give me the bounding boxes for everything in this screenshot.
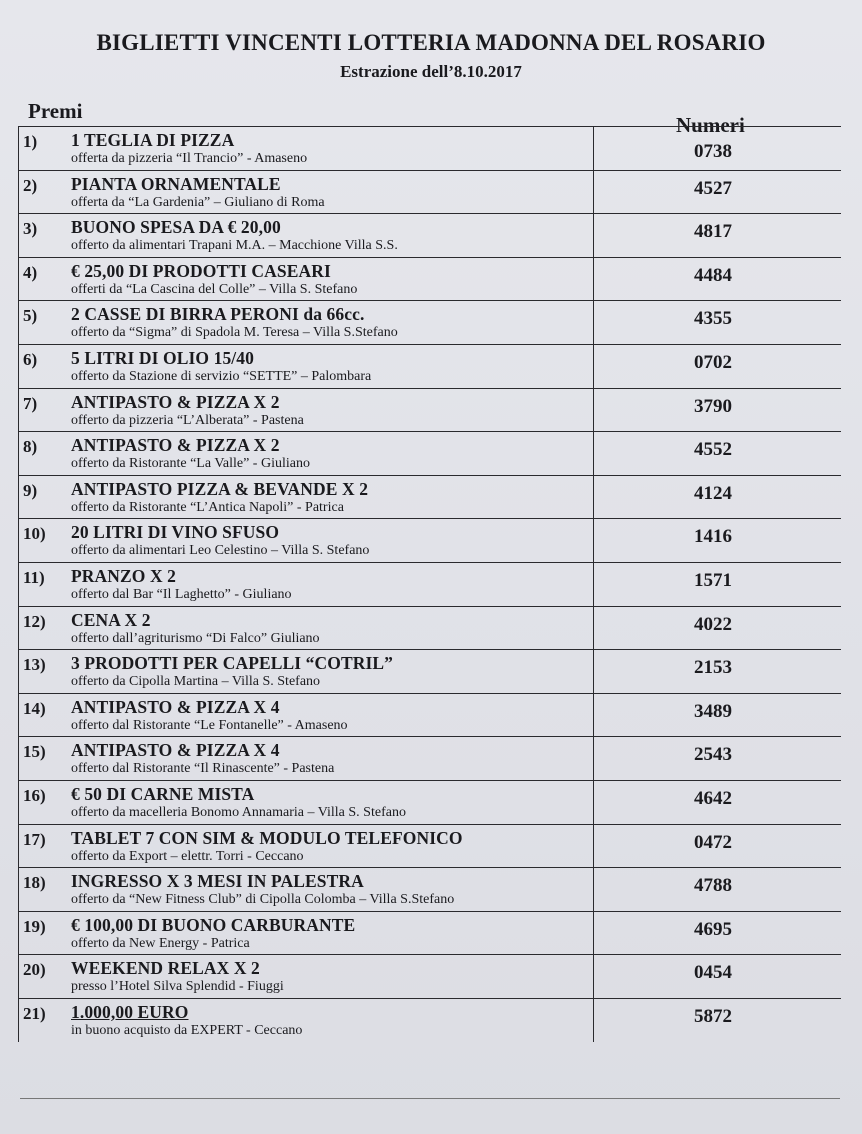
winning-number: 4124 xyxy=(694,482,732,504)
prize-title: 1.000,00 EURO xyxy=(71,1001,189,1022)
prize-donor: offerto dal Ristorante “Il Rinascente” - Pastena xyxy=(71,761,335,777)
prize-donor: offerto da pizzeria “L’Alberata” - Pastena xyxy=(71,412,304,428)
table-row xyxy=(18,868,841,912)
row-index: 10) xyxy=(23,524,46,544)
row-index: 7) xyxy=(23,393,38,413)
table-row xyxy=(18,999,841,1043)
prize-title: WEEKEND RELAX X 2 xyxy=(71,958,260,979)
winning-number: 0472 xyxy=(694,831,732,853)
row-index: 4) xyxy=(23,262,38,282)
prize-donor: offerta da pizzeria “Il Trancio” - Amaseno xyxy=(71,151,308,166)
prize-donor: offerto da “Sigma” di Spadola M. Teresa – Villa S.Stefano xyxy=(71,325,398,341)
prize-donor: offerto da Export – elettr. Torri - Ceccano xyxy=(71,848,304,864)
table-row xyxy=(18,345,841,389)
prize-title: € 50 DI CARNE MISTA xyxy=(71,783,255,804)
prize-title: € 25,00 DI PRODOTTI CASEARI xyxy=(71,260,331,281)
winning-number: 0738 xyxy=(694,141,732,162)
winning-number: 0454 xyxy=(694,962,732,984)
prize-donor: offerto da Stazione di servizio “SETTE” – Palombara xyxy=(71,368,372,384)
winning-number: 1571 xyxy=(694,569,732,591)
prize-donor: offerto da “New Fitness Club” di Cipolla Colomba – Villa S.Stefano xyxy=(71,892,455,908)
prize-title: TABLET 7 CON SIM & MODULO TELEFONICO xyxy=(71,827,463,848)
row-index: 16) xyxy=(23,785,46,805)
prize-title: 20 LITRI DI VINO SFUSO xyxy=(71,522,280,543)
row-index: 20) xyxy=(23,960,46,980)
table-row xyxy=(18,825,841,869)
prize-donor: offerto dal Bar “Il Laghetto” - Giuliano xyxy=(71,586,292,602)
winning-number: 4484 xyxy=(694,264,732,286)
prize-title: BUONO SPESA DA € 20,00 xyxy=(71,217,281,238)
numbers-column-header: Numeri xyxy=(676,113,745,137)
prize-title: 5 LITRI DI OLIO 15/40 xyxy=(71,347,254,368)
row-index: 6) xyxy=(23,349,38,369)
prize-title: ANTIPASTO & PIZZA X 2 xyxy=(71,435,280,456)
prize-title: ANTIPASTO & PIZZA X 2 xyxy=(71,391,280,412)
row-index: 8) xyxy=(23,437,38,457)
prize-donor: offerto dal Ristorante “Le Fontanelle” - Amaseno xyxy=(71,717,348,733)
row-index: 1) xyxy=(23,132,38,151)
winning-number: 4527 xyxy=(694,177,732,199)
prize-title: PRANZO X 2 xyxy=(71,565,177,586)
winning-number: 5872 xyxy=(694,1005,732,1027)
winning-number: 4695 xyxy=(694,918,732,940)
prize-donor: offerta da “La Gardenia” – Giuliano di Roma xyxy=(71,194,325,210)
prize-donor: offerto da alimentari Trapani M.A. – Macchione Villa S.S. xyxy=(71,238,398,254)
prize-title: INGRESSO X 3 MESI IN PALESTRA xyxy=(71,871,364,892)
winning-number: 4022 xyxy=(694,613,732,635)
page-title: BIGLIETTI VINCENTI LOTTERIA MADONNA DEL ROSARIO xyxy=(96,30,766,55)
row-index: 5) xyxy=(23,306,38,326)
row-index: 21) xyxy=(23,1003,46,1023)
prize-title: 2 CASSE DI BIRRA PERONI da 66cc. xyxy=(71,304,365,325)
prize-title: 3 PRODOTTI PER CAPELLI “COTRIL” xyxy=(71,653,394,674)
table-row xyxy=(18,563,841,607)
prize-donor: offerto da New Energy - Patrica xyxy=(71,935,250,951)
table-row xyxy=(18,607,841,651)
prize-title: ANTIPASTO & PIZZA X 4 xyxy=(71,696,280,717)
winning-number: 4817 xyxy=(694,221,732,243)
results-table xyxy=(18,126,841,1042)
prizes-column-header: Premi xyxy=(28,99,83,123)
table-row xyxy=(18,301,841,345)
prize-title: 1 TEGLIA DI PIZZA xyxy=(71,130,235,150)
prize-donor: offerto da Ristorante “La Valle” - Giuliano xyxy=(71,456,310,472)
table-row xyxy=(18,171,841,215)
row-index: 12) xyxy=(23,611,46,631)
table-row xyxy=(18,781,841,825)
prize-donor: presso l’Hotel Silva Splendid - Fiuggi xyxy=(71,979,284,995)
table-row xyxy=(18,389,841,433)
row-index: 18) xyxy=(23,873,46,893)
prize-donor: offerto da Ristorante “L’Antica Napoli” - Patrica xyxy=(71,499,344,515)
winning-number: 2153 xyxy=(694,657,732,679)
winning-number: 0702 xyxy=(694,351,732,373)
prize-donor: offerto dall’agriturismo “Di Falco” Giuliano xyxy=(71,630,320,646)
row-index: 14) xyxy=(23,698,46,718)
prize-donor: in buono acquisto da EXPERT - Ceccano xyxy=(71,1022,303,1038)
table-row xyxy=(18,650,841,694)
table-row xyxy=(18,519,841,563)
table-row xyxy=(18,214,841,258)
winning-number: 3790 xyxy=(694,395,732,417)
prize-donor: offerto da macelleria Bonomo Annamaria – Villa S. Stefano xyxy=(71,804,406,820)
table-row xyxy=(18,694,841,738)
winning-number: 3489 xyxy=(694,700,732,722)
winning-number: 4552 xyxy=(694,439,732,461)
prize-title: ANTIPASTO & PIZZA X 4 xyxy=(71,740,280,761)
prize-title: CENA X 2 xyxy=(71,609,151,630)
prize-donor: offerti da “La Cascina del Colle” – Villa S. Stefano xyxy=(71,281,358,297)
winning-number: 2543 xyxy=(694,744,732,766)
table-row xyxy=(18,432,841,476)
prize-donor: offerto da Cipolla Martina – Villa S. Stefano xyxy=(71,674,321,690)
bottom-divider xyxy=(20,1098,840,1099)
winning-number: 4355 xyxy=(694,308,732,330)
winning-number: 4788 xyxy=(694,875,732,897)
prize-title: PIANTA ORNAMENTALE xyxy=(71,173,281,194)
prize-title: ANTIPASTO PIZZA & BEVANDE X 2 xyxy=(71,478,369,499)
row-index: 3) xyxy=(23,219,38,239)
draw-date: Estrazione dell’8.10.2017 xyxy=(340,62,522,81)
winning-number: 4642 xyxy=(694,787,732,809)
table-row xyxy=(18,476,841,520)
table-row xyxy=(18,955,841,999)
prize-title: € 100,00 DI BUONO CARBURANTE xyxy=(71,914,356,935)
row-index: 19) xyxy=(23,916,46,936)
table-row xyxy=(18,737,841,781)
table-row xyxy=(18,258,841,302)
row-index: 2) xyxy=(23,175,38,195)
winning-number: 1416 xyxy=(694,526,732,548)
row-index: 11) xyxy=(23,567,45,587)
row-index: 17) xyxy=(23,829,46,849)
row-index: 13) xyxy=(23,655,46,675)
prize-donor: offerto da alimentari Leo Celestino – Villa S. Stefano xyxy=(71,543,370,559)
row-index: 15) xyxy=(23,742,46,762)
row-index: 9) xyxy=(23,480,38,500)
table-row xyxy=(18,912,841,956)
table-row xyxy=(18,127,841,171)
